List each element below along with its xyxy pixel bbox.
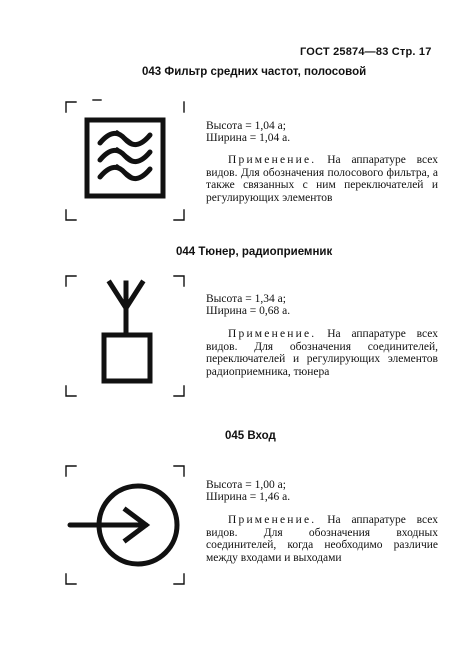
- input-arrow-icon: [70, 486, 177, 564]
- section-title-044: 044 Тюнер, радиоприемник: [176, 246, 333, 258]
- section-title-043: 043 Фильтр средних частот, полосовой: [142, 66, 367, 78]
- width-spec-043: Ширина = 1,04 a.: [206, 132, 291, 144]
- application-text: На аппаратуре всех видов. Для обозначения входных соединителей, когда необходимо различие между входами и выходами: [206, 514, 438, 564]
- width-spec-044: Ширина = 0,68 a.: [206, 305, 291, 317]
- application-label: Применение.: [228, 328, 317, 340]
- height-spec-044: Высота = 1,34 a;: [206, 293, 286, 305]
- section-title-045: 045 Вход: [225, 430, 276, 442]
- application-text: На аппаратуре всех видов. Для обозначения полосового фильтра, а также связанных с ним переключателей и регулирующих элементов: [206, 154, 438, 204]
- application-text: На аппаратуре всех видов. Для обозначения соединителей, переключателей и регулирующих элементов радиоприемника, тюнера: [206, 328, 438, 378]
- height-spec-045: Высота = 1,00 a;: [206, 479, 286, 491]
- height-spec-043: Высота = 1,04 a;: [206, 120, 286, 132]
- radio-receiver-icon: [104, 283, 150, 381]
- width-spec-045: Ширина = 1,46 a.: [206, 491, 291, 503]
- page-header: ГОСТ 25874—83 Стр. 17: [300, 46, 432, 58]
- bandpass-filter-icon: [87, 120, 163, 196]
- application-label: Применение.: [228, 514, 317, 526]
- application-label: Применение.: [228, 154, 317, 166]
